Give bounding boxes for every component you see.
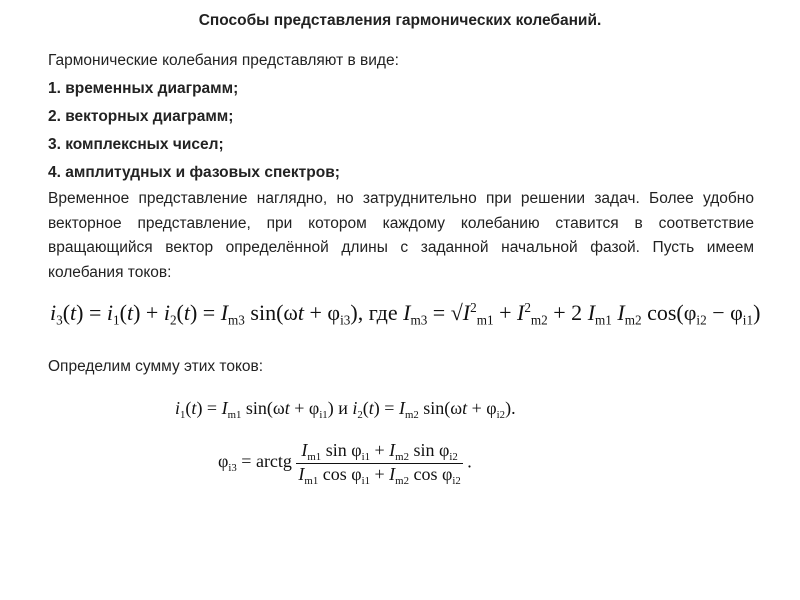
formula-term: m1 (227, 408, 242, 421)
formula-term: i (163, 300, 170, 325)
fraction (296, 440, 462, 487)
list-item: 2. векторных диаграмм; (48, 108, 234, 125)
formula-term: = √ (427, 300, 463, 325)
formula-term: = arctg (236, 451, 297, 472)
formula-currents (175, 398, 516, 421)
formula-term: i3 (340, 312, 351, 328)
formula-term: I (220, 300, 229, 325)
intro-text: Гармонические колебания представляют в виде: (48, 52, 399, 69)
formula-term: sin(ω (241, 398, 285, 418)
formula-term: m1 (307, 450, 322, 463)
list-item: 1. временных диаграмм; (48, 80, 239, 97)
formula-term: ) = (373, 398, 399, 418)
formula-term: m3 (228, 312, 245, 328)
formula-term: ( (119, 300, 127, 325)
formula-sum-currents (50, 300, 760, 329)
slide-title: Способы представления гармонических колебаний. (198, 12, 602, 29)
formula-term: t (462, 398, 468, 418)
formula-term: + (493, 300, 517, 325)
formula-term: + φ (467, 398, 497, 418)
formula-term: ( (62, 300, 71, 325)
formula-term: I (389, 463, 396, 484)
list-item: 3. комплексных чисел; (48, 136, 224, 153)
formula-term: + (370, 463, 390, 484)
fraction-numerator (296, 440, 462, 464)
formula-term: sin φ (321, 440, 362, 460)
formula-term: sin(ω (418, 398, 463, 418)
paragraph: Временное представление наглядно, но затруднительно при решении задач. Более удобно векторное представление, при котором каждому колебанию ставится в соответствие вращающийся вектор определённой длины с заданной начальной фазой. Пусть имеем колебания токов: (48, 190, 754, 281)
formula-term: − φ (706, 300, 743, 325)
formula-term: t (70, 300, 77, 325)
formula-term: t (183, 300, 190, 325)
formula-term: sin φ (408, 440, 450, 460)
formula-term: + φ (289, 398, 320, 418)
formula-term: I (617, 300, 625, 325)
formula-term: i (352, 398, 358, 418)
formula-term: m2 (530, 312, 548, 328)
formula-term: i2 (449, 450, 458, 463)
formula-term: i3 (228, 462, 237, 475)
formula-term: I (298, 463, 305, 484)
formula-term: i2 (696, 312, 707, 328)
formula-term: I (403, 300, 411, 325)
formula-term: I (398, 398, 405, 418)
formula-phase-lhs (218, 451, 297, 475)
formula-term: 3 (56, 312, 63, 328)
formula-term: i2 (452, 474, 461, 487)
formula-term: m3 (410, 312, 428, 328)
formula-term: sin(ω (244, 300, 298, 325)
formula-term: m2 (624, 312, 642, 328)
formula-term: ), где (350, 300, 404, 325)
formula-term: t (126, 300, 134, 325)
formula-term: i (175, 398, 181, 418)
formula-term: I (516, 300, 525, 325)
formula-term: i1 (361, 450, 371, 463)
formula-term: cos φ (408, 463, 453, 484)
formula-term: I (389, 440, 396, 460)
formula-term: ) = (76, 300, 107, 325)
formula-term: t (191, 398, 197, 418)
formula-term: 1 (113, 312, 120, 328)
formula-term: i (106, 300, 114, 325)
formula-term: ( (362, 398, 369, 418)
formula-term: I (587, 300, 596, 325)
formula-term: t (297, 300, 305, 325)
formula-term: ) = (196, 398, 222, 418)
formula-term: i1 (742, 312, 754, 328)
formula-term: i1 (361, 474, 371, 487)
formula-term: ( (176, 300, 184, 325)
formula-term: m2 (404, 408, 419, 421)
formula-term: I (301, 440, 308, 460)
formula-term: ) (753, 300, 761, 325)
formula-term: m1 (304, 474, 319, 487)
formula-term: cos(φ (641, 300, 697, 325)
formula-term: i2 (496, 408, 506, 421)
formula-term: m1 (476, 312, 494, 328)
formula-term: i (50, 300, 57, 325)
sum-label: Определим сумму этих токов: (48, 358, 264, 375)
formula-term: I (221, 398, 228, 418)
formula-term: m1 (595, 312, 612, 328)
fraction-denominator (296, 464, 462, 487)
formula-term: m2 (395, 474, 409, 487)
formula-end: . (462, 451, 472, 472)
formula-term: I (462, 300, 471, 325)
formula-term: ). (505, 398, 516, 418)
formula-term: ) + (133, 300, 164, 325)
formula-term: ) и (327, 398, 353, 418)
formula-term: + 2 (547, 300, 588, 325)
formula-term: i1 (319, 408, 328, 421)
formula-term: + (370, 440, 390, 460)
formula-term: + φ (304, 300, 341, 325)
formula-term: cos φ (318, 463, 362, 484)
formula-phase (218, 440, 472, 487)
formula-term: 2 (524, 300, 531, 316)
formula-term: 2 (169, 312, 177, 328)
formula-term: ( (185, 398, 192, 418)
formula-term: m2 (395, 450, 409, 463)
list-item: 4. амплитудных и фазовых спектров; (48, 164, 340, 181)
formula-term: ) = (189, 300, 221, 325)
formula-term: φ (218, 451, 229, 472)
formula-term: 1 (180, 408, 186, 421)
formula-term: t (284, 398, 290, 418)
formula-term: t (368, 398, 374, 418)
formula-term: 2 (470, 300, 477, 316)
formula-term: 2 (357, 408, 363, 421)
